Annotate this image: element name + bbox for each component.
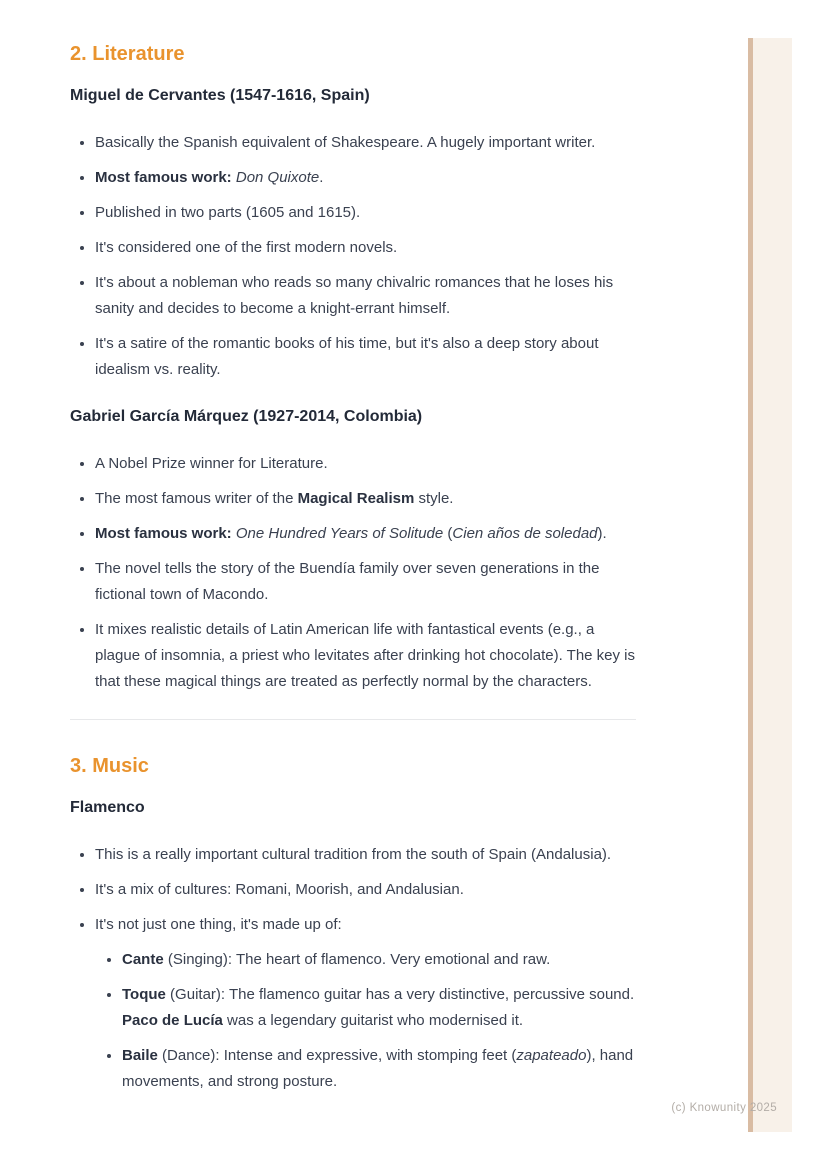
list-item <box>95 485 636 512</box>
text-segment: It mixes realistic details of Latin American life with fantastical events (e.g., a plague of insomnia, a priest who levitates after drinking hot chocolate). The key is that these magical things are treated as perfectly normal by the characters. <box>95 621 636 690</box>
list-item <box>95 164 636 191</box>
text-segment: Most famous work: <box>95 169 232 186</box>
subsection-heading: Miguel de Cervantes (1547-1616, Spain) <box>70 87 370 104</box>
text-segment: Baile <box>122 1047 158 1064</box>
text-segment: Published in two parts (1605 and 1615). <box>95 204 361 221</box>
text-segment: Toque <box>122 986 166 1003</box>
text-segment: . <box>319 169 324 186</box>
text-segment: Don Quixote <box>235 169 320 186</box>
page-edge-highlight-band <box>753 38 792 1132</box>
text-segment: Paco de Lucía <box>122 1012 223 1029</box>
section-divider <box>70 719 636 720</box>
subsection-heading: Flamenco <box>70 799 145 816</box>
list-item <box>95 876 636 903</box>
text-segment: Cien años de soledad <box>452 525 598 542</box>
text-segment: It's a satire of the romantic books of his time, but it's also a deep story about idealism vs. reality. <box>95 335 599 378</box>
text-segment: was a legendary guitarist who modernised it. <box>222 1012 524 1029</box>
text-segment: zapateado <box>516 1047 587 1064</box>
text-segment: ( <box>443 525 453 542</box>
list-item <box>95 911 636 1095</box>
list-item <box>95 841 636 868</box>
text-segment: It's not just one thing, it's made up of: <box>95 916 342 933</box>
document-content <box>70 42 636 1119</box>
nested-bullet-list <box>95 946 636 1095</box>
watermark: (c) Knowunity 2025 <box>671 1102 777 1114</box>
text-segment: The most famous writer of the <box>95 490 298 507</box>
text-segment: Cante <box>122 951 164 968</box>
bullet-list <box>70 841 636 1095</box>
text-segment: ). <box>597 525 607 542</box>
list-item <box>122 981 636 1034</box>
list-item <box>95 234 636 261</box>
section-heading: 2. Literature <box>70 43 185 65</box>
text-segment: style. <box>414 490 454 507</box>
text-segment: It's considered one of the first modern novels. <box>95 239 398 256</box>
text-segment: (Guitar): The flamenco guitar has a very distinctive, percussive sound. <box>165 986 635 1003</box>
list-item <box>122 1042 636 1095</box>
list-item <box>95 199 636 226</box>
list-item <box>95 330 636 383</box>
text-segment: It's about a nobleman who reads so many chivalric romances that he loses his sanity and decides to become a knight-errant himself. <box>95 274 614 317</box>
list-item <box>95 129 636 156</box>
text-segment: It's a mix of cultures: Romani, Moorish, and Andalusian. <box>95 881 464 898</box>
subsection-heading: Gabriel García Márquez (1927-2014, Colombia) <box>70 408 423 425</box>
bullet-list <box>70 129 636 383</box>
bullet-list <box>70 450 636 695</box>
text-segment: (Singing): The heart of flamenco. Very emotional and raw. <box>163 951 551 968</box>
list-item <box>95 555 636 608</box>
text-segment: Basically the Spanish equivalent of Shakespeare. A hugely important writer. <box>95 134 596 151</box>
list-item <box>95 269 636 322</box>
text-segment: A Nobel Prize winner for Literature. <box>95 455 328 472</box>
list-item <box>95 616 636 695</box>
text-segment: (Dance): Intense and expressive, with stomping feet ( <box>157 1047 517 1064</box>
text-segment: One Hundred Years of Solitude <box>235 525 444 542</box>
list-item <box>95 520 636 547</box>
text-segment: The novel tells the story of the Buendía family over seven generations in the fictional town of Macondo. <box>95 560 600 603</box>
list-item <box>122 946 636 973</box>
text-segment: ), hand movements, and strong posture. <box>122 1047 634 1090</box>
section-heading: 3. Music <box>70 755 149 777</box>
list-item <box>95 450 636 477</box>
text-segment: Most famous work: <box>95 525 232 542</box>
text-segment: This is a really important cultural tradition from the south of Spain (Andalusia). <box>95 846 612 863</box>
text-segment: Magical Realism <box>297 490 415 507</box>
